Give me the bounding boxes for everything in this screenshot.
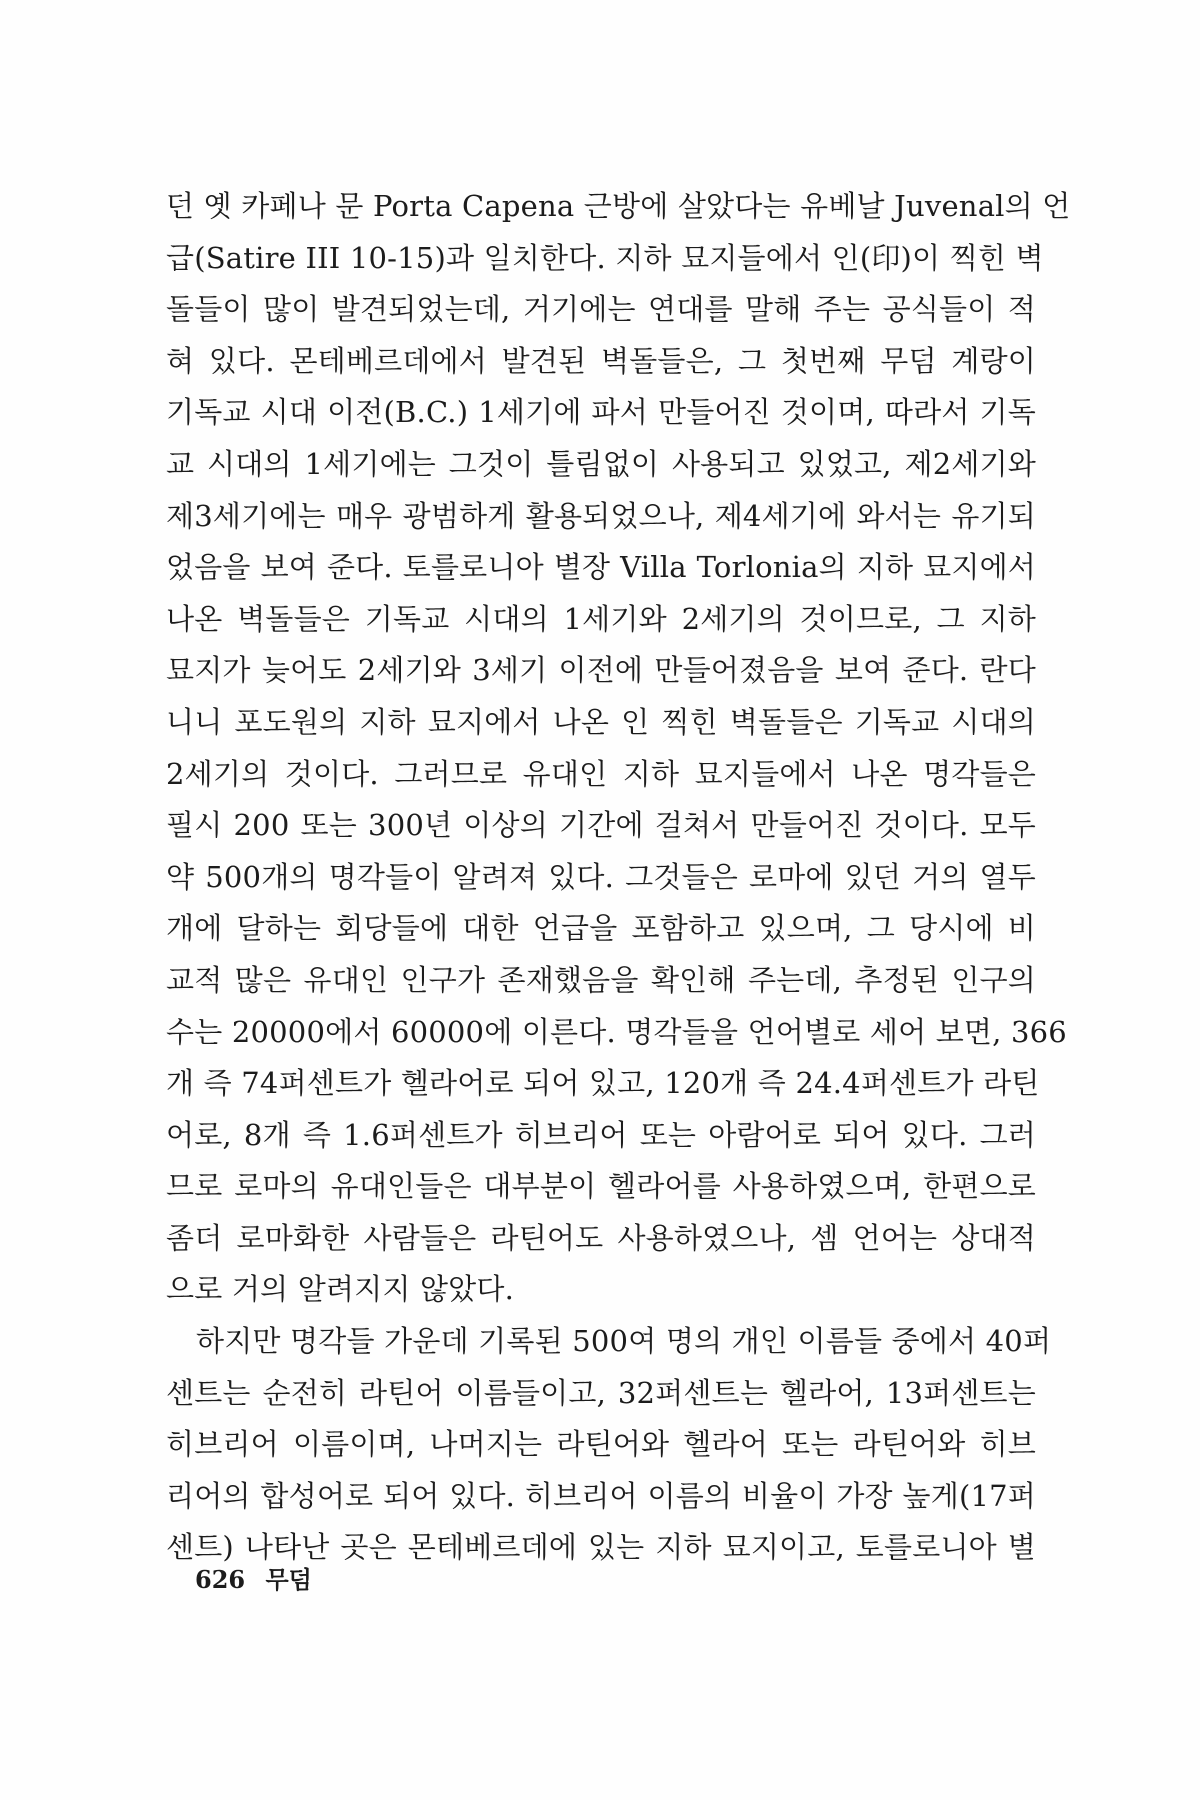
text-line: 으로 거의 알려지지 않았다. <box>166 1272 515 1307</box>
text-line: 돌들이 많이 발견되었는데, 거기에는 연대를 말해 주는 공식들이 적 <box>166 292 1036 327</box>
text-line: 2세기의 것이다. 그러므로 유대인 지하 묘지들에서 나온 명각들은 <box>166 756 1036 791</box>
text-line: 좀더 로마화한 사람들은 라틴어도 사용하였으나, 셈 언어는 상대적 <box>166 1220 1036 1255</box>
text-line: 혀 있다. 몬테베르데에서 발견된 벽돌들은, 그 첫번째 무덤 계랑이 <box>166 343 1036 378</box>
text-line: 나온 벽돌들은 기독교 시대의 1세기와 2세기의 것이므로, 그 지하 <box>166 601 1036 636</box>
text-line: 묘지가 늦어도 2세기와 3세기 이전에 만들어졌음을 보여 준다. 란다 <box>166 653 1036 688</box>
text-line: 교 시대의 1세기에는 그것이 틀림없이 사용되고 있었고, 제2세기와 <box>166 446 1036 481</box>
text-line: 어로, 8개 즉 1.6퍼센트가 히브리어 또는 아람어로 되어 있다. 그러 <box>166 1117 1036 1152</box>
page-footer <box>195 1560 312 1595</box>
text-line: 기독교 시대 이전(B.C.) 1세기에 파서 만들어진 것이며, 따라서 기독 <box>166 395 1036 430</box>
text-line: 었음을 보여 준다. 토를로니아 별장 Villa Torlonia의 지하 묘지에서 <box>166 550 1036 585</box>
text-line: 센트는 순전히 라틴어 이름들이고, 32퍼센트는 헬라어, 13퍼센트는 <box>166 1375 1036 1410</box>
text-line: 센트) 나타난 곳은 몬테베르데에 있는 지하 묘지이고, 토를로니아 별 <box>166 1530 1036 1565</box>
running-title: 무덤 <box>265 1565 312 1594</box>
body-text <box>166 181 1071 1574</box>
text-line: 제3세기에는 매우 광범하게 활용되었으나, 제4세기에 와서는 유기되 <box>166 498 1036 533</box>
text-line: 개 즉 74퍼센트가 헬라어로 되어 있고, 120개 즉 24.4퍼센트가 라틴 <box>166 1066 1040 1101</box>
text-line: 던 옛 카페나 문 Porta Capena 근방에 살았다는 유베날 Juvenal의 언 <box>166 189 1071 223</box>
text-line: 필시 200 또는 300년 이상의 기간에 걸쳐서 만들어진 것이다. 모두 <box>166 808 1036 843</box>
text-line: 개에 달하는 회당들에 대한 언급을 포함하고 있으며, 그 당시에 비 <box>166 911 1036 946</box>
text-line: 수는 20000에서 60000에 이른다. 명각들을 언어별로 세어 보면, 366 <box>166 1014 1067 1049</box>
text-line: 므로 로마의 유대인들은 대부분이 헬라어를 사용하였으며, 한편으로 <box>166 1169 1036 1204</box>
text-line: 교적 많은 유대인 인구가 존재했음을 확인해 주는데, 추정된 인구의 <box>166 962 1036 997</box>
text-line: 리어의 합성어로 되어 있다. 히브리어 이름의 비율이 가장 높게(17퍼 <box>166 1478 1036 1513</box>
text-line: 하지만 명각들 가운데 기록된 500여 명의 개인 이름들 중에서 40퍼 <box>196 1324 1052 1359</box>
text-line: 급(Satire III 10-15)과 일치한다. 지하 묘지들에서 인(印)이 찍힌 벽 <box>166 240 1044 275</box>
text-line: 니니 포도원의 지하 묘지에서 나온 인 찍힌 벽돌들은 기독교 시대의 <box>166 704 1036 739</box>
page-number: 626 <box>195 1565 246 1594</box>
text-line: 히브리어 이름이며, 나머지는 라틴어와 헬라어 또는 라틴어와 히브 <box>166 1427 1036 1462</box>
text-line: 약 500개의 명각들이 알려져 있다. 그것들은 로마에 있던 거의 열두 <box>166 859 1036 894</box>
